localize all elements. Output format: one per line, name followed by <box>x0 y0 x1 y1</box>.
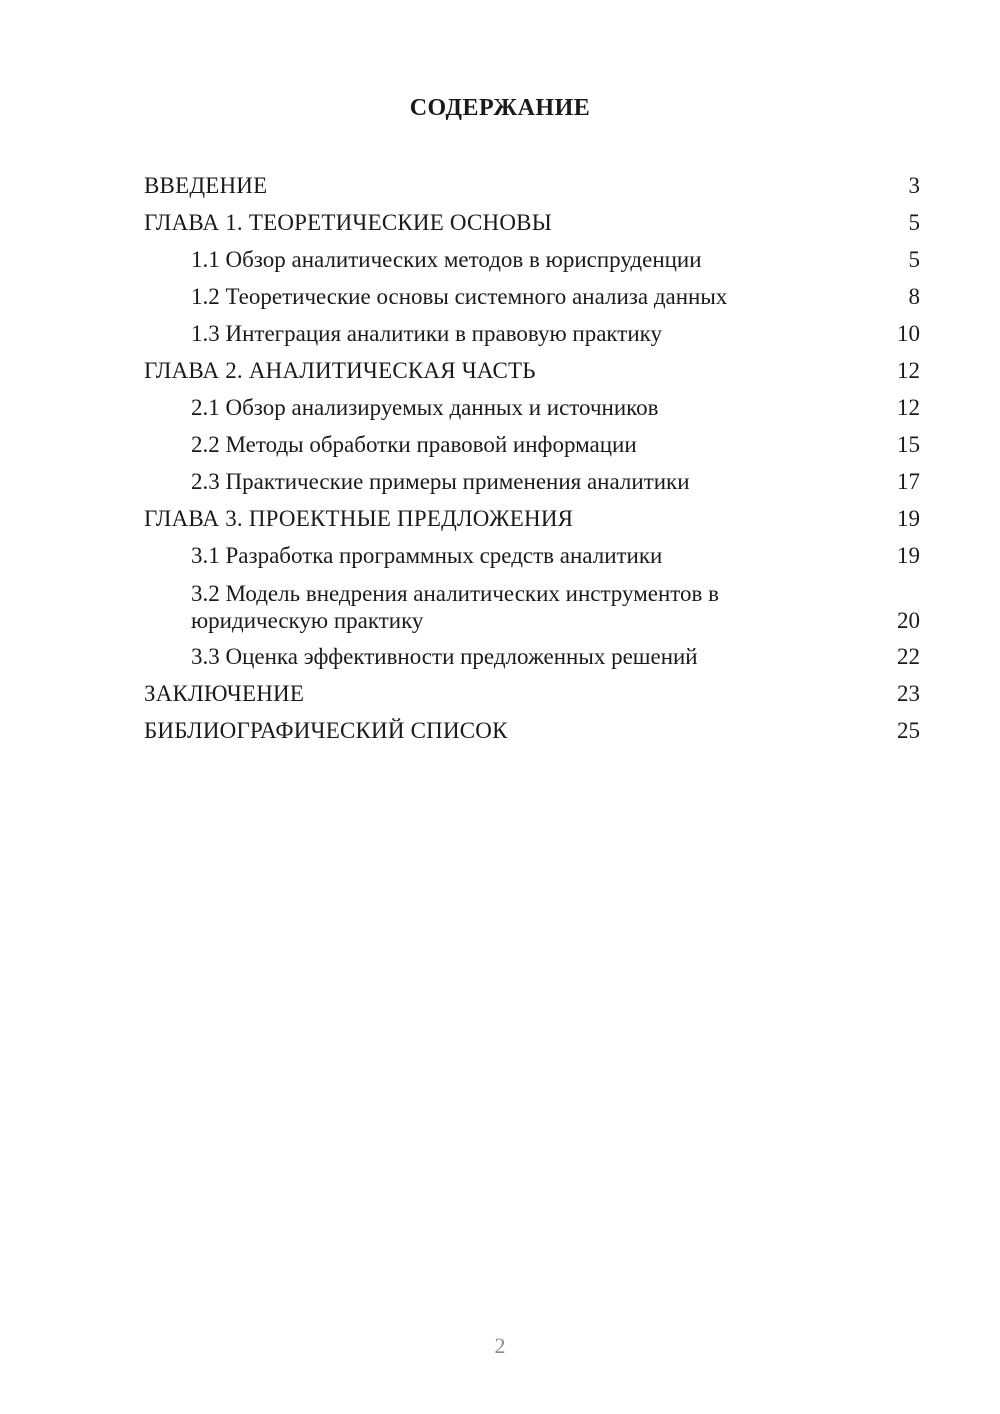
toc-entry-page: 23 <box>897 681 920 706</box>
toc-entry-label: 3.3 Оценка эффективности предложенных решений <box>191 644 698 669</box>
toc-entry-page: 19 <box>897 543 920 568</box>
toc-entry-label: 3.2 Модель внедрения аналитических инструментов в юридическую практику <box>191 581 719 633</box>
toc-entry-section-3-2[interactable] <box>144 574 920 638</box>
toc-entry-bibliography[interactable] <box>144 712 920 749</box>
toc-entry-section-2-3[interactable] <box>144 463 920 500</box>
toc-entry-chapter-3[interactable] <box>144 500 920 537</box>
toc-entry-label: ГЛАВА 3. ПРОЕКТНЫЕ ПРЕДЛОЖЕНИЯ <box>144 506 574 531</box>
toc-entry-section-1-2[interactable] <box>144 278 920 315</box>
toc-entry-page: 22 <box>897 644 920 669</box>
toc-entry-page: 17 <box>897 469 920 494</box>
toc-entry-page: 20 <box>897 608 920 633</box>
toc-entry-chapter-1[interactable] <box>144 204 920 241</box>
toc-entry-section-1-3[interactable] <box>144 315 920 352</box>
toc-entry-label: ЗАКЛЮЧЕНИЕ <box>144 681 305 706</box>
toc-entry-page: 5 <box>908 210 920 235</box>
toc-entry-label: 2.3 Практические примеры применения аналитики <box>191 469 690 494</box>
toc-entry-page: 12 <box>897 358 920 383</box>
toc-entry-label: 2.1 Обзор анализируемых данных и источников <box>191 395 659 420</box>
toc-entry-label: ГЛАВА 2. АНАЛИТИЧЕСКАЯ ЧАСТЬ <box>144 358 536 383</box>
toc-entry-label: ВВЕДЕНИЕ <box>144 173 268 198</box>
page-number: 2 <box>494 1333 506 1358</box>
toc-entry-label: 3.1 Разработка программных средств аналитики <box>191 543 663 568</box>
toc-entry-page: 12 <box>897 395 920 420</box>
page-title: СОДЕРЖАНИЕ <box>409 95 591 121</box>
toc-entry-page: 8 <box>908 284 920 309</box>
toc-entry-introduction[interactable] <box>144 167 920 204</box>
toc-entry-conclusion[interactable] <box>144 675 920 712</box>
toc-entry-page: 5 <box>908 247 920 272</box>
toc-entry-label: 1.1 Обзор аналитических методов в юриспруденции <box>191 247 702 272</box>
toc-entry-section-2-1[interactable] <box>144 389 920 426</box>
toc-entry-label: БИБЛИОГРАФИЧЕСКИЙ СПИСОК <box>144 718 508 743</box>
toc-entry-page: 19 <box>897 506 920 531</box>
toc-entry-page: 25 <box>897 718 920 743</box>
toc-entry-section-3-1[interactable] <box>144 537 920 574</box>
toc-entry-page: 10 <box>897 321 920 346</box>
toc-entry-label: 2.2 Методы обработки правовой информации <box>191 432 637 457</box>
toc-entry-section-1-1[interactable] <box>144 241 920 278</box>
toc-entry-label: ГЛАВА 1. ТЕОРЕТИЧЕСКИЕ ОСНОВЫ <box>144 210 552 235</box>
toc-entry-section-2-2[interactable] <box>144 426 920 463</box>
table-of-contents <box>144 167 920 749</box>
toc-entry-chapter-2[interactable] <box>144 352 920 389</box>
toc-entry-page: 15 <box>897 432 920 457</box>
toc-entry-page: 3 <box>908 173 920 198</box>
toc-entry-label: 1.2 Теоретические основы системного анализа данных <box>191 284 728 309</box>
toc-entry-label: 1.3 Интеграция аналитики в правовую практику <box>191 321 663 346</box>
toc-entry-section-3-3[interactable] <box>144 638 920 675</box>
